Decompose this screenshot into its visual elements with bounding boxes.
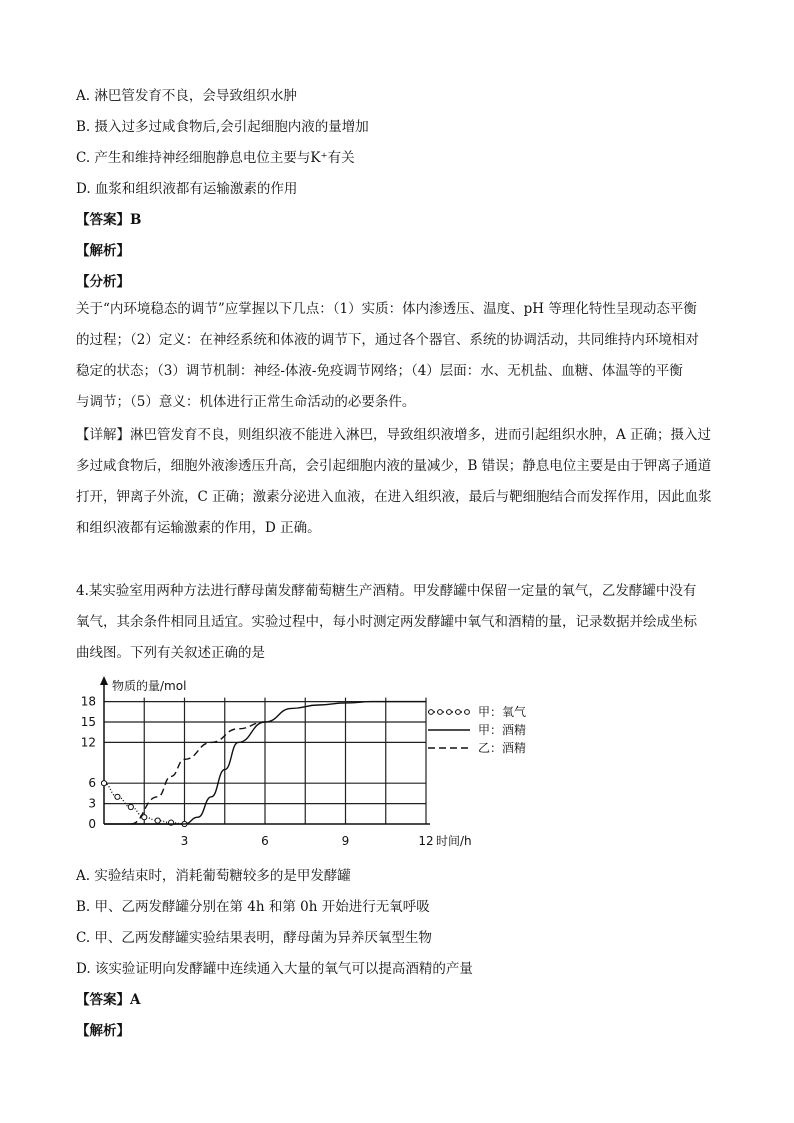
q4-option-c: C. 甲、乙两发酵罐实验结果表明，酵母菌为异养厌氧型生物 bbox=[76, 930, 432, 946]
legend-marker bbox=[465, 710, 470, 715]
legend-marker bbox=[456, 710, 461, 715]
oxygen-data-point bbox=[115, 794, 120, 799]
y-tick-label: 6 bbox=[88, 776, 96, 791]
q4-stem-line: 4.某实验室用两种方法进行酵母菌发酵葡萄糖生产酒精。甲发酵罐中保留一定量的氧气，乙发酵罐中没有 bbox=[76, 583, 697, 599]
q3-option-b: B. 摄入过多过咸食物后,会引起细胞内液的量增加 bbox=[76, 119, 369, 135]
q3-fenxi-line: 稳定的状态；（3）调节机制：神经-体液-免疫调节网络；（4）层面：水、无机盐、血糖、体温等的平衡 bbox=[76, 363, 683, 379]
q4-stem-line: 氧气，其余条件相同且适宜。实验过程中，每小时测定两发酵罐中氧气和酒精的量，记录数据并绘成坐标 bbox=[76, 614, 697, 630]
q3-analysis-heading: 【解析】 bbox=[76, 243, 130, 259]
y-axis-label: 物质的量/mol bbox=[112, 679, 187, 693]
y-tick-label: 12 bbox=[80, 735, 96, 750]
y-tick-label: 15 bbox=[80, 715, 96, 729]
legend-marker bbox=[447, 710, 452, 715]
x-tick-label: 9 bbox=[341, 834, 350, 848]
fermentation-line-chart bbox=[76, 672, 556, 850]
q3-fenxi-heading: 【分析】 bbox=[76, 274, 130, 290]
chart-grid bbox=[104, 698, 426, 824]
q3-detail-paragraph bbox=[76, 420, 736, 544]
legend-label: 乙：酒精 bbox=[478, 741, 527, 755]
series-line bbox=[131, 722, 265, 824]
q3-detail-line: 打开，钾离子外流，C 正确；激素分泌进入血液，在进入组织液，最后与靶细胞结合而发挥作用，因此血浆 bbox=[76, 489, 712, 505]
y-tick-label: 0 bbox=[88, 817, 96, 831]
q4-option-a: A. 实验结束时，消耗葡萄糖较多的是甲发酵罐 bbox=[76, 868, 351, 884]
chart-legend bbox=[428, 704, 526, 755]
q4-option-b: B. 甲、乙两发酵罐分别在第 4h 和第 0h 开始进行无氧呼吸 bbox=[76, 899, 430, 915]
oxygen-data-point bbox=[128, 804, 133, 809]
q3-detail-line: 多过咸食物后，细胞外液渗透压升高，会引起细胞内液的量减少，B 错误；静息电位主要是由于钾离子通道 bbox=[76, 458, 712, 474]
oxygen-data-point bbox=[155, 818, 160, 823]
y-tick-label: 3 bbox=[88, 796, 96, 811]
x-tick-label: 12 bbox=[418, 834, 434, 848]
chart-series bbox=[101, 702, 426, 827]
q3-detail-line: 和组织液都有运输激素的作用，D 正确。 bbox=[76, 520, 321, 536]
x-axis-label: 时间/h bbox=[436, 834, 472, 848]
q4-analysis-heading: 【解析】 bbox=[76, 1023, 130, 1039]
q4-stem bbox=[76, 576, 736, 669]
q3-fenxi-line: 的过程；（2）定义：在神经系统和体液的调节下，通过各个器官、系统的协调活动，共同维持内环境相对 bbox=[76, 332, 699, 348]
q4-option-d: D. 该实验证明向发酵罐中连续通入大量的氧气可以提高酒精的产量 bbox=[76, 961, 473, 977]
q3-answer: 【答案】B bbox=[76, 212, 142, 228]
q4-answer: 【答案】A bbox=[76, 992, 141, 1008]
legend-label: 甲：酒精 bbox=[478, 723, 527, 737]
q3-option-c: C. 产生和维持神经细胞静息电位主要与K⁺有关 bbox=[76, 150, 355, 166]
q4-stem-line: 曲线图。下列有关叙述正确的是 bbox=[76, 645, 265, 661]
q3-option-a: A. 淋巴管发育不良，会导致组织水肿 bbox=[76, 88, 297, 104]
q3-detail-line: 【详解】淋巴管发育不良，则组织液不能进入淋巴，导致组织液增多，进而引起组织水肿，A 正确；摄入过 bbox=[76, 427, 712, 443]
q3-fenxi-paragraph bbox=[76, 294, 736, 418]
x-tick-label: 6 bbox=[261, 834, 269, 848]
legend-label: 甲：氧气 bbox=[478, 705, 527, 719]
oxygen-data-point bbox=[101, 781, 106, 786]
legend-marker bbox=[429, 710, 434, 715]
q3-fenxi-line: 关于“内环境稳态的调节”应掌握以下几点：（1）实质：体内渗透压、温度、pH 等理化特性呈现动态平衡 bbox=[76, 301, 697, 317]
x-tick-label: 3 bbox=[180, 834, 189, 848]
legend-marker bbox=[438, 710, 443, 715]
q3-fenxi-line: 与调节；（5）意义：机体进行正常生命活动的必要条件。 bbox=[76, 394, 416, 410]
q3-option-d: D. 血浆和组织液都有运输激素的作用 bbox=[76, 181, 298, 197]
y-axis-arrow-icon bbox=[100, 676, 108, 685]
y-tick-label: 18 bbox=[80, 694, 96, 709]
